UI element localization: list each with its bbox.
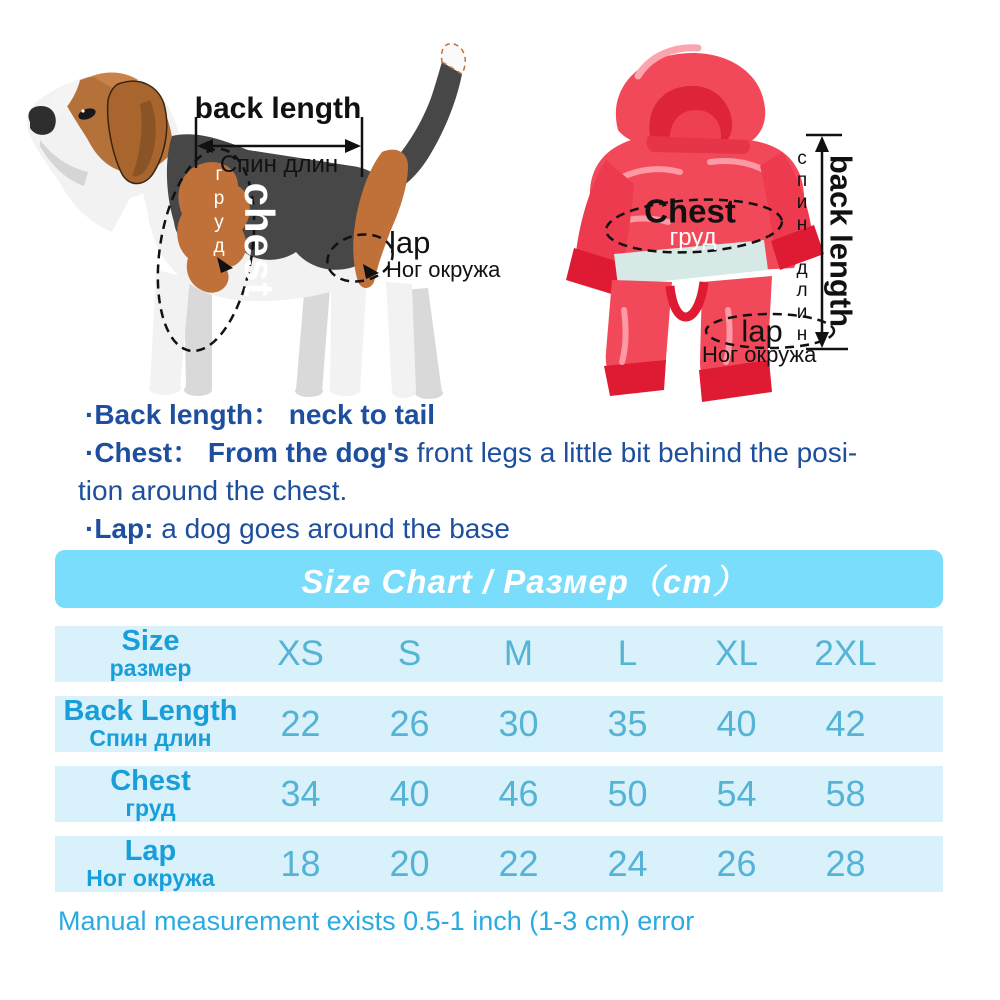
column-header: M (503, 634, 534, 673)
coat-chest-label-ru: груд (669, 224, 717, 251)
measurement-error-note: Manual measurement exists 0.5-1 inch (1-3 cm) error (58, 906, 695, 936)
size-value: 24 (607, 843, 648, 884)
size-label-ru: размер (109, 655, 192, 682)
size-value: 28 (825, 843, 866, 884)
row-label-en: Chest (110, 765, 191, 798)
size-chart-title: Size Chart / Размер（cm） (301, 562, 747, 600)
column-header: 2XL (814, 634, 877, 673)
coat-back-length-label-ru: спин длин (791, 148, 813, 346)
definition-chest (78, 434, 978, 472)
size-value: 42 (825, 703, 866, 744)
column-header: XS (277, 634, 324, 673)
dog-chest-label: chest (236, 182, 283, 298)
dog-lap-label: lap (389, 225, 431, 260)
size-value: 40 (389, 773, 430, 814)
definition-chest-wrap (78, 472, 978, 510)
row-label (55, 697, 246, 750)
definition-term: ·Lap: (85, 513, 154, 544)
column-header: XL (715, 634, 758, 673)
size-value: 30 (498, 703, 539, 744)
row-label-ru: груд (125, 795, 176, 822)
size-value: 46 (498, 773, 539, 814)
row-label (55, 837, 246, 890)
dog-lap-label-ru: Ног окружа (386, 257, 501, 282)
definition-text: tion around the chest. (78, 475, 348, 506)
size-value: 26 (389, 703, 430, 744)
size-value: 34 (280, 773, 321, 814)
row-label (55, 767, 246, 820)
measurement-diagrams (0, 0, 1000, 410)
size-chart-title-band (55, 550, 943, 608)
definition-term: ·Chest： From the dog's (85, 437, 409, 468)
dog-back-length-label-ru: Спин длин (219, 151, 339, 178)
size-value: 35 (607, 703, 648, 744)
size-value: 22 (498, 843, 539, 884)
definition-text: front legs a little bit behind the posi- (409, 437, 858, 468)
coat-back-length-label: back length (823, 154, 859, 328)
coat-lap-label: lap (741, 313, 783, 349)
row-label-ru: Спин длин (89, 725, 212, 752)
column-header: L (617, 634, 638, 673)
column-header: S (397, 634, 422, 673)
size-chart-header-row (55, 626, 943, 682)
table-row-lap (55, 836, 943, 892)
dog-chest-label-ru: груд (208, 164, 230, 260)
coat-lap-label-ru: Ног окружа (702, 342, 817, 367)
size-value: 50 (607, 773, 648, 814)
size-value: 22 (280, 703, 321, 744)
measurement-definitions (78, 396, 978, 548)
table-row-chest (55, 766, 943, 822)
size-value: 26 (716, 843, 757, 884)
row-label-en: Lap (124, 835, 177, 868)
size-value: 20 (389, 843, 430, 884)
definition-term: ·Back length： neck to tail (85, 399, 436, 430)
size-value: 58 (825, 773, 866, 814)
size-value: 54 (716, 773, 757, 814)
size-chart (55, 550, 943, 892)
size-value: 40 (716, 703, 757, 744)
coat-chest-label: Chest (644, 192, 736, 230)
size-value: 18 (280, 843, 321, 884)
definition-text: a dog goes around the base (153, 513, 510, 544)
definition-lap (78, 510, 978, 548)
size-chart-corner-label (55, 627, 246, 680)
row-label-en: Back Length (63, 695, 238, 728)
dog-back-length-label: back length (194, 92, 362, 125)
size-label-en: Size (121, 625, 180, 658)
table-row-back-length (55, 696, 943, 752)
row-label-ru: Ног окружа (86, 865, 215, 892)
definition-back-length (78, 396, 978, 434)
